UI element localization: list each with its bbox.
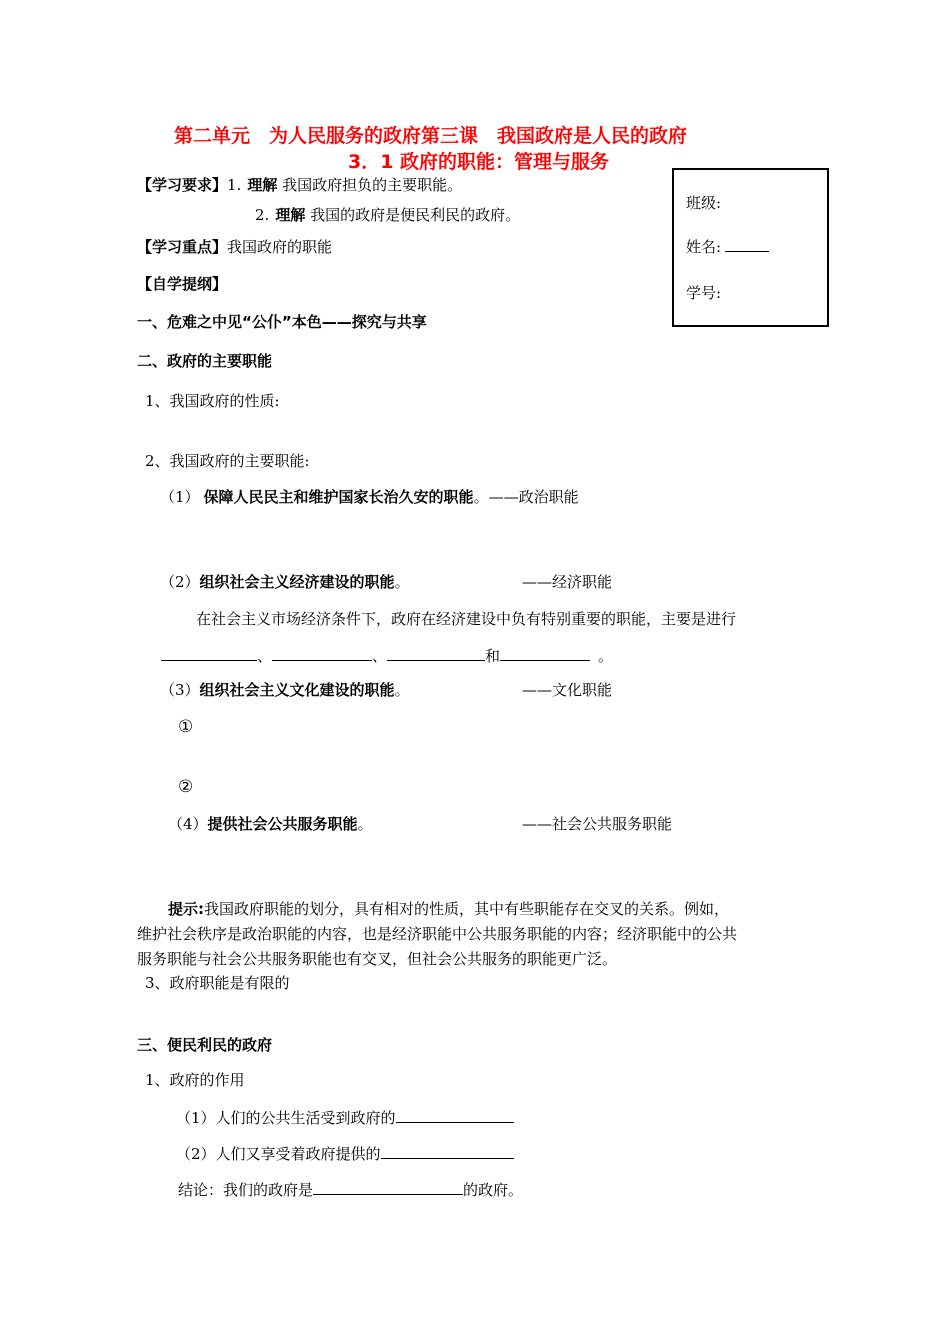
f4-num: （4） [168,815,208,833]
blank-4 [500,646,590,661]
tip-label: 提示: [168,900,204,918]
f2-bold: 组织社会主义经济建设的职能 [199,573,395,591]
f1-num: （1） [160,488,200,506]
f3-num: （3） [160,681,200,699]
f1-bold: 保障人民民主和维护国家长治久安的职能 [203,488,474,506]
requirements-line2 [255,206,520,224]
requirements-line1 [137,176,462,194]
circle-item-1: ① [178,717,194,737]
class-label: 班级: [686,194,722,212]
f1-tail: 。——政治职能 [473,488,579,506]
section3-heading: 三、便民利民的政府 [137,1036,273,1054]
section2-heading: 二、政府的主要职能 [137,352,273,370]
req1-verb: 理解 [247,176,278,194]
f3-tag: ——文化职能 [522,681,613,699]
requirements-label: 【学习要求】 [137,176,228,194]
f2-paragraph: 在社会主义市场经济条件下，政府在经济建设中负有特别重要的职能，主要是进行 [196,610,737,628]
section1-heading: 一、危难之中见“公仆”本色——探究与共享 [137,313,427,331]
blank-1 [161,646,257,661]
f2-blanks-line [161,646,613,665]
f4-tag: ——社会公共服务职能 [522,815,673,833]
f2-tag: ——经济职能 [522,573,613,591]
blank-2 [272,646,372,661]
student-id-label: 学号: [686,284,722,302]
blank-3 [387,646,485,661]
f3-bold: 组织社会主义文化建设的职能 [199,681,395,699]
s3-item1: 1、政府的作用 [145,1071,245,1089]
f4-end: 。 [357,815,373,833]
focus-text: 我国政府的职能 [227,238,333,256]
s3-sub1-line [176,1108,514,1127]
req1-num: 1. [227,176,242,194]
req1-text: 我国政府担负的主要职能。 [277,176,463,194]
s3-sub2-line [176,1144,514,1163]
req2-text: 我国的政府是便民利民的政府。 [305,206,521,224]
sep-2: 、 [372,647,388,665]
student-info-box [672,168,829,327]
s3-conclusion-blank [313,1180,463,1195]
tip-line1 [168,900,729,918]
s3-conclusion-line [178,1180,523,1199]
tip-line3: 服务职能与社会公共服务职能也有交叉，但社会公共服务的职能更广泛。 [137,950,618,968]
outline-label: 【自学提纲】 [137,275,228,293]
s3-conclusion-pre: 结论：我们的政府是 [178,1181,314,1199]
page-title-line1: 第二单元 为人民服务的政府第三课 我国政府是人民的政府 [174,125,688,147]
s3-sub2-text: （2）人们又享受着政府提供的 [176,1145,381,1163]
function3-line [160,681,410,699]
name-row [686,236,769,257]
tip-line2: 维护社会秩序是政治职能的内容，也是经济职能中公共服务职能的内容；经济职能中的公共 [137,925,738,943]
req2-verb: 理解 [275,206,306,224]
s2-item3: 3、政府职能是有限的 [145,974,290,992]
sep-3: 和 [485,647,501,665]
function1-line [160,488,579,506]
f4-bold: 提供社会公共服务职能 [207,815,358,833]
page-title-line2: 3．1 政府的职能：管理与服务 [348,151,610,173]
tip-text: 我国政府职能的划分，具有相对的性质，其中有些职能存在交叉的关系。例如， [204,900,730,918]
s2-item1: 1、我国政府的性质: [145,392,280,410]
name-label: 姓名: [686,238,722,256]
function2-line [160,573,410,591]
s3-sub1-blank [396,1108,514,1123]
circle-item-2: ② [178,777,194,797]
name-blank [725,237,769,252]
f2-end: 。 [394,573,410,591]
s3-conclusion-post: 的政府。 [463,1181,524,1199]
req2-num: 2. [255,206,270,224]
s3-sub2-blank [381,1144,514,1159]
f2-num: （2） [160,573,200,591]
focus-label: 【学习重点】 [137,238,228,256]
focus-line [137,238,332,256]
s3-sub1-text: （1）人们的公共生活受到政府的 [176,1109,396,1127]
f3-end: 。 [394,681,410,699]
sep-1: 、 [257,647,273,665]
function4-line [168,815,373,833]
s2-item2: 2、我国政府的主要职能: [145,452,310,470]
blank-line-period: 。 [598,647,614,665]
